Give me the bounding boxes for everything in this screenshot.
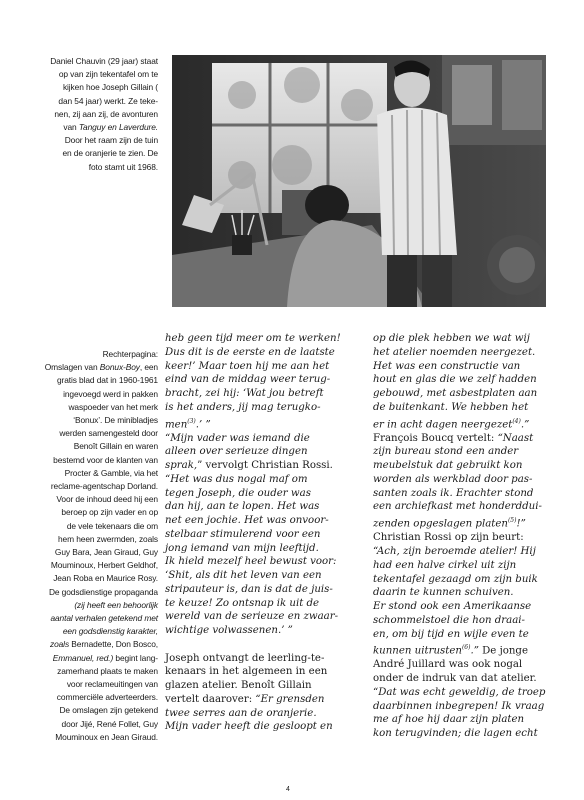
caption-line: Voor de inhoud deed hij een — [56, 494, 158, 505]
body-line: eind van de middag weer terug- — [165, 374, 331, 386]
magazine-title: Bonux-Boy — [99, 362, 140, 373]
caption-line: op van zijn tekentafel om te — [58, 69, 158, 80]
body-line: “Het was dus nogal maf om — [165, 473, 308, 485]
body-line: gebouwd, met asbestplaten aan — [373, 388, 538, 399]
body-line: te keuze! Zo ontsnap ik uit de — [165, 597, 320, 609]
body-line — [373, 415, 563, 432]
footnote-ref: (5) — [507, 517, 517, 525]
body-line: dan hij, aan te lopen. Het was — [165, 501, 320, 513]
caption-line: werden samengesteld door — [59, 428, 158, 439]
caption-line — [28, 121, 158, 134]
caption-line: (zij heeft een behoorlijk — [74, 599, 158, 610]
caption-text: zoals — [49, 639, 70, 650]
body-line: twee serres aan de oranjerie. — [165, 707, 317, 719]
caption-line: Benoît Gillain en waren — [73, 441, 158, 452]
body-line: “Dat was echt geweldig, de troep — [373, 686, 546, 698]
caption-line: De godsdienstige propaganda — [48, 586, 158, 597]
caption-line — [28, 638, 158, 651]
caption-line: ‘Bonux’. De minibladjes — [73, 415, 158, 426]
body-line: Het was een constructie van — [373, 360, 521, 372]
body-line — [373, 432, 563, 446]
body-line: glazen atelier. Benoît Gillain — [165, 680, 312, 692]
caption-line — [28, 652, 158, 665]
body-line: stripauteur is, dan is dat de juis- — [165, 583, 333, 595]
caption-line: ingevoegd werd in pakken — [63, 388, 158, 399]
body-line: ‘Shit, als dit het leven van een — [165, 570, 322, 582]
body-line: Mijn vader heeft die gesloopt en — [165, 721, 333, 733]
caption-line: waspoeder van het merk — [68, 401, 158, 412]
body-line: wichtige volwassenen.’ ” — [165, 625, 293, 637]
body-line: is het anders, jij mag terugko- — [165, 401, 321, 413]
caption-line: Rechterpagina: — [102, 349, 158, 359]
body-line: de buitenkant. We hebben het — [373, 401, 529, 413]
side-caption — [28, 348, 158, 744]
body-text: “Naast — [497, 432, 534, 444]
caption-line: dan 54 jaar) werkt. Ze teke- — [58, 95, 158, 106]
caption-line: en de oranjerie te zien. De — [62, 148, 158, 159]
body-line: keer!’ Maar toen hij me aan het — [165, 360, 330, 372]
caption-line: reclame-agentschap Dorland. — [50, 481, 158, 492]
caption-line: Mouminoux, Herbert Geldhof, — [50, 560, 158, 571]
caption-text: Bernadette, Don Bosco, — [69, 639, 158, 650]
body-line: jong iemand van mijn leeftijd. — [165, 542, 319, 554]
body-line — [373, 514, 563, 531]
body-line: wereld van de serieuze en zwaar- — [165, 611, 339, 623]
footnote-ref: (4) — [512, 417, 521, 425]
caption-line — [28, 361, 158, 374]
caption-line: door Jijé, René Follet, Guy — [61, 718, 158, 729]
caption-line: Mouminoux en Jean Giraud. — [55, 731, 158, 742]
body-line: daarin te kunnen schuiven. — [373, 587, 514, 599]
caption-line: beroep op zijn vader en op — [61, 507, 158, 518]
body-line: santen zoals ik. Erachter stond — [373, 487, 534, 499]
body-line: had een halve cirkel uit zijn — [373, 559, 517, 571]
body-line: stelbaar stimulerend voor een — [165, 528, 321, 540]
body-text: .” — [520, 418, 530, 430]
body-text: François Boucq vertelt: — [373, 432, 498, 444]
body-line: tegen Joseph, die ouder was — [165, 487, 311, 499]
body-line: alleen over serieuze dingen — [165, 446, 308, 458]
caption-line: nen, zij aan zij, de avonturen — [54, 108, 158, 119]
body-line: een archiefkast met honderddui- — [373, 501, 542, 513]
body-line: heb geen tijd meer om te werken! — [165, 333, 341, 344]
caption-line: De omslagen zijn getekend — [59, 705, 158, 716]
caption-line: Door het raam zijn de tuin — [64, 135, 158, 146]
caption-line: bestemd voor de klanten van — [53, 454, 158, 465]
body-line: en, om bij tijd en wijle even te — [373, 628, 529, 640]
caption-text: Emmanuel, red.) — [52, 652, 114, 663]
body-text: “Er grensden — [255, 693, 325, 705]
body-line: Dus dit is de eerste en de laatste — [165, 346, 335, 358]
body-line: Ik hield mezelf heel bewust voor: — [165, 556, 337, 568]
caption-line: aantal verhalen getekend met — [50, 613, 158, 624]
studio-photo — [172, 55, 546, 307]
caption-line: zamerhand plaats te maken — [57, 665, 158, 676]
body-line: Er stond ook een Amerikaanse — [373, 601, 532, 613]
page-number: 4 — [286, 786, 290, 793]
body-line — [373, 641, 563, 658]
caption-line: een godsdienstig karakter, — [62, 626, 158, 637]
body-line — [165, 693, 360, 707]
body-line: het atelier noemden neergezet. — [373, 346, 536, 358]
body-line: op die plek hebben we wat wij — [373, 333, 530, 344]
body-text: kunnen uitrusten — [373, 645, 462, 657]
body-line: onder de indruk van dat atelier. — [373, 673, 537, 685]
caption-line: Daniel Chauvin (29 jaar) staat — [50, 56, 158, 66]
caption-line: commerciële adverteerders. — [56, 692, 158, 703]
caption-line: foto stamt uit 1968. — [88, 161, 158, 172]
body-line: Christian Rossi op zijn beurt: — [373, 532, 524, 544]
caption-text: Omslagen van — [44, 362, 100, 373]
body-text: vertelt daarover: — [165, 693, 256, 705]
body-text: men — [165, 418, 188, 430]
body-line — [165, 415, 360, 432]
comic-title: Tanguy en Laverdure. — [78, 122, 158, 133]
caption-line: Guy Bara, Jean Giraud, Guy — [54, 547, 158, 558]
body-line: hout en glas die we zelf hadden — [373, 374, 537, 386]
caption-text: , een — [139, 362, 158, 373]
body-line: meubelstuk dat gebruikt kon — [373, 460, 523, 472]
body-line: “Ach, zijn beroemde atelier! Hij — [373, 546, 536, 558]
body-line: net een jochie. Het was onvoor- — [165, 515, 329, 527]
body-column-1 — [165, 332, 360, 734]
caption-line: Jean Roba en Maurice Rosy. — [53, 573, 158, 584]
body-text: er in acht dagen neergezet — [373, 418, 513, 430]
caption-line: hem heen zwermden, zoals — [57, 533, 158, 544]
body-line: kon terugvinden; die lagen echt — [373, 728, 538, 740]
body-line: me af hoe hij daar zijn platen — [373, 714, 525, 726]
caption-line: voor reclameuitingen van — [66, 679, 158, 690]
body-column-2 — [373, 332, 563, 741]
footnote-ref: (3) — [187, 417, 196, 425]
caption-line: Procter & Gamble, via het — [64, 467, 158, 478]
body-line: zijn bureau stond een ander — [373, 446, 519, 458]
caption-line: gratis blad dat in 1960-1961 — [56, 375, 158, 386]
caption-line: kijken hoe Joseph Gillain ( — [62, 82, 158, 93]
body-line: schommelstoel die hon draai- — [373, 614, 525, 626]
body-text: .’ ” — [195, 418, 211, 430]
caption-text: begint lang- — [113, 652, 158, 663]
body-text: .” — [470, 645, 479, 657]
body-line: André Juillard was ook nogal — [373, 659, 523, 671]
studio-photo-illustration — [172, 55, 546, 307]
photo-caption — [28, 55, 158, 174]
body-line: kenaars in het algemeen in een — [165, 666, 328, 678]
body-text: zenden opgeslagen platen — [373, 518, 508, 530]
body-text: sprak, — [165, 460, 198, 472]
caption-prefix: van — [63, 122, 79, 133]
body-line: daarbinnen inbegrepen! Ik vraag — [373, 700, 545, 712]
body-line: worden als werkblad door pas- — [373, 473, 533, 485]
body-line — [165, 459, 360, 473]
body-text: ” vervolgt Christian Rossi. — [197, 460, 333, 472]
body-text: !” — [516, 518, 526, 530]
caption-line: de vele tekenaars die om — [66, 520, 158, 531]
footnote-ref: (6) — [461, 644, 471, 652]
body-text: De jonge — [478, 645, 528, 657]
body-line: bracht, zei hij: ‘Wat jou betreft — [165, 388, 324, 399]
body-line: tekentafel gezaagd om zijn buik — [373, 573, 538, 585]
body-line: “Mijn vader was iemand die — [165, 432, 310, 444]
body-line: Joseph ontvangt de leerling-te- — [165, 652, 325, 664]
